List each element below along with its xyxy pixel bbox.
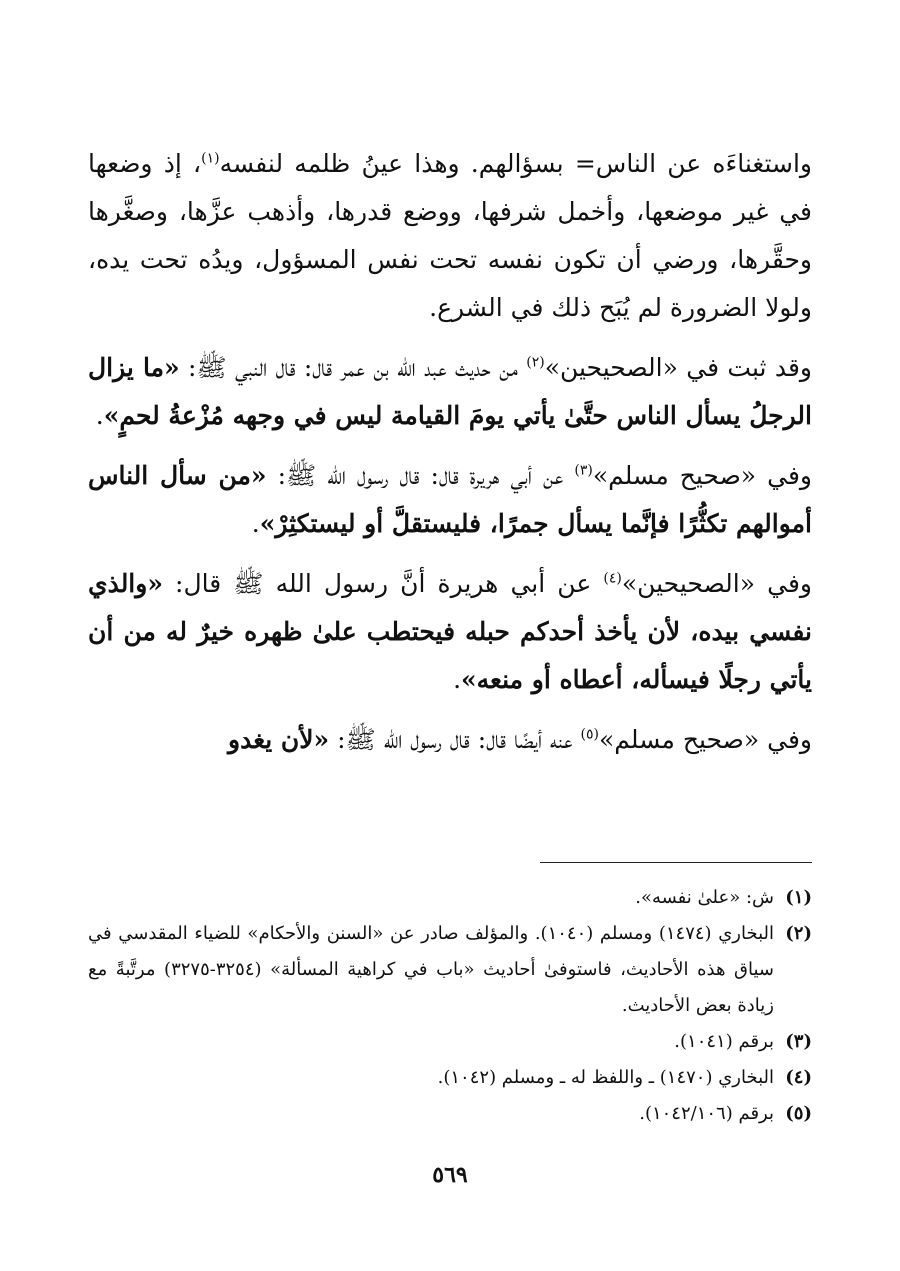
main-text (88, 140, 812, 764)
paragraph-text: وقد ثبت في «الصحيحين» (544, 353, 812, 382)
footnote-number: (٣) (785, 1031, 812, 1052)
hadith-quote: «ما يزال الرجلُ يسأل الناس حتَّىٰ يأتي يومَ القيامة ليس في وجهه مُزْعةُ لحمٍ» (88, 353, 812, 430)
paragraph-5 (88, 716, 812, 764)
book-page (88, 140, 812, 1271)
hadith-quote: «لأن يغدو (228, 725, 330, 754)
footnote-number: (٥) (785, 1103, 812, 1124)
paragraph-text: واستغناءَه عن الناس= بسؤالهم. وهذا عينُ ظلمه لنفسه (219, 149, 813, 178)
paragraph-text: ، إذ وضعها في غير موضعها، وأخمل شرفها، ووضع قدرها، وأذهب عزَّها، وصغَّرها وحقَّرها، ورضي أن تكون نفسه تحت نفس المسؤول، ويدُه تحت يده، ولولا الضرورة لم يُبَح ذلك في الشرع. (88, 149, 812, 322)
paragraph-1 (88, 140, 812, 332)
paragraph-text: من حديث عبد الله بن عمر قال: قال النبي ﷺ: (179, 353, 527, 382)
paragraph-text: وفي «صحيح مسلم» (598, 725, 812, 754)
hadith-quote: «من سأل الناس أموالهم تكثُّرًا فإنَّما يسأل جمرًا، فليستقلَّ أو ليستكثِرْ» (88, 461, 812, 538)
paragraph-3 (88, 452, 812, 548)
footnote-number: (١) (785, 887, 812, 908)
paragraph-end: . (95, 401, 104, 430)
paragraph-end: . (251, 509, 260, 538)
footnote-item (88, 916, 812, 1024)
footnote-ref-4: (٤) (603, 570, 622, 587)
paragraph-4 (88, 560, 812, 704)
footnote-number: (٢) (785, 923, 812, 944)
footnote-ref-5: (٥) (580, 726, 599, 743)
paragraph-2 (88, 344, 812, 440)
footnote-item (88, 1024, 812, 1060)
paragraph-text: عن أبي هريرة أنَّ رسول الله ﷺ قال: (162, 569, 604, 598)
hadith-quote: «والذي نفسي بيده، لأن يأخذ أحدكم حبله فيحتطب علىٰ ظهره خيرٌ له من أن يأتي رجلًا فيسأله، أعطاه أو منعه» (88, 569, 812, 694)
paragraph-end: . (453, 665, 462, 694)
footnote-ref-2: (٢) (526, 354, 545, 371)
footnote-ref-1: (١) (201, 150, 220, 167)
footnote-item (88, 880, 812, 916)
footnote-number: (٤) (785, 1067, 812, 1088)
footnote-text: البخاري (١٤٧٠) ـ واللفظ له ـ ومسلم (١٠٤٢). (437, 1067, 774, 1088)
page-number: ٥٦٩ (432, 1162, 468, 1188)
footnotes-list (88, 880, 812, 1132)
paragraph-text: عنه أيضًا قال: قال رسول الله ﷺ: (329, 725, 581, 754)
footnote-text: برقم (١٠٤٢/١٠٦). (639, 1103, 774, 1124)
footnote-text: البخاري (١٤٧٤) ومسلم (١٠٤٠). والمؤلف صادر عن «السنن والأحكام» للضياء المقدسي في سياق هذه الأحاديث، فاستوفىٰ أحاديث «باب في كراهية المسألة» (٣٢٥٤-٣٢٧٥) مرتَّبةً مع زيادة بعض الأحاديث. (88, 923, 775, 1016)
footnote-text: برقم (١٠٤١). (674, 1031, 774, 1052)
footnote-divider (540, 862, 812, 863)
paragraph-text: وفي «الصحيحين» (621, 569, 812, 598)
paragraph-text: وفي «صحيح مسلم» (592, 461, 812, 490)
footnote-item (88, 1096, 812, 1132)
footnote-text: ش: «علىٰ نفسه». (635, 887, 774, 908)
footnote-ref-3: (٣) (574, 462, 593, 479)
paragraph-text: عن أبي هريرة قال: قال رسول الله ﷺ: (266, 461, 575, 490)
footnote-item (88, 1060, 812, 1096)
